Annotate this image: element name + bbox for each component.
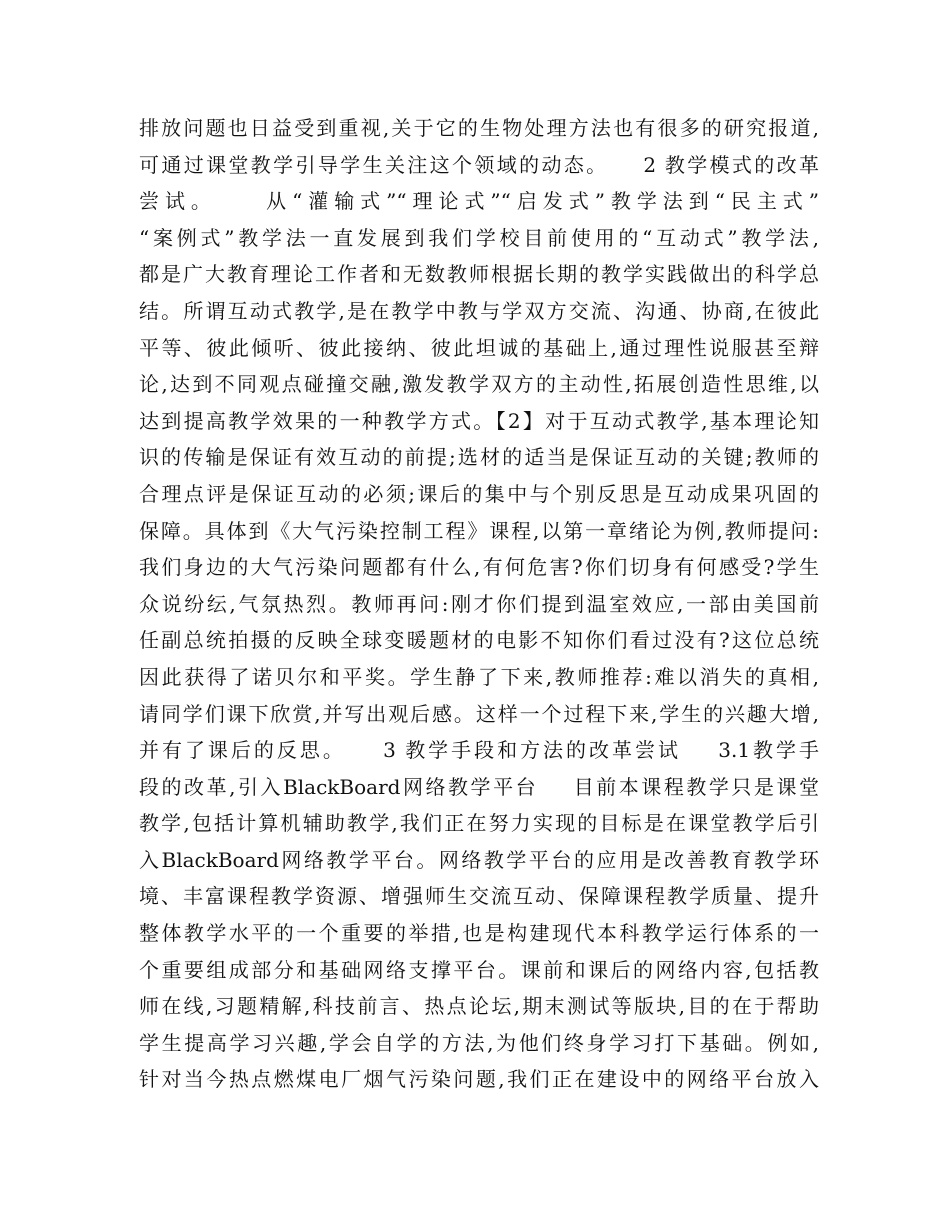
text-line-1: 排放问题也日益受到重视,关于它的生物处理方法也有很多的研究报道, [139, 116, 819, 140]
text-line-3: 尝试。 从“灌输式”“理论式”“启发式”教学法到“民主式” [139, 189, 819, 214]
text-line-6: 结。所谓互动式教学,是在教学中教与学双方交流、沟通、协商,在彼此 [139, 298, 819, 323]
text-line-22: 境、丰富课程教学资源、增强师生交流互动、保障课程教学质量、提升 [139, 884, 819, 909]
text-line-26: 学生提高学习兴趣,学会自学的方法,为他们终身学习打下基础。例如, [139, 1030, 819, 1055]
text-line-20: 教学,包括计算机辅助教学,我们正在努力实现的目标是在课堂教学后引 [139, 811, 819, 836]
text-line-14: 众说纷纭,气氛热烈。教师再问:刚才你们提到温室效应,一部由美国前 [139, 591, 819, 616]
text-line-18: 并有了课后的反思。 3 教学手段和方法的改革尝试 3.1教学手 [139, 738, 819, 763]
body-text [139, 110, 819, 1098]
text-line-4: “案例式”教学法一直发展到我们学校目前使用的“互动式”教学法, [139, 225, 819, 250]
text-line-15: 任副总统拍摄的反映全球变暖题材的电影不知你们看过没有?这位总统 [139, 628, 819, 653]
text-line-24: 个重要组成部分和基础网络支撑平台。课前和课后的网络内容,包括教 [139, 957, 819, 982]
text-line-13: 我们身边的大气污染问题都有什么,有何危害?你们切身有何感受?学生 [139, 555, 819, 580]
text-line-7: 平等、彼此倾听、彼此接纳、彼此坦诚的基础上,通过理性说服甚至辩 [139, 335, 819, 360]
text-line-12: 保障。具体到《大气污染控制工程》课程,以第一章绪论为例,教师提问: [139, 518, 819, 543]
text-line-8: 论,达到不同观点碰撞交融,激发教学双方的主动性,拓展创造性思维,以 [139, 372, 819, 397]
text-line-10: 识的传输是保证有效互动的前提;选材的适当是保证互动的关键;教师的 [139, 445, 819, 470]
text-line-9: 达到提高教学效果的一种教学方式。【2】对于互动式教学,基本理论知 [139, 408, 819, 433]
text-line-19: 段的改革,引入BlackBoard网络教学平台 目前本课程教学只是课堂 [139, 774, 819, 799]
text-line-2: 可通过课堂教学引导学生关注这个领域的动态。 2 教学模式的改革 [139, 152, 819, 177]
text-line-11: 合理点评是保证互动的必须;课后的集中与个别反思是互动成果巩固的 [139, 481, 819, 506]
text-line-16: 因此获得了诺贝尔和平奖。学生静了下来,教师推荐:难以消失的真相, [139, 664, 819, 689]
text-line-5: 都是广大教育理论工作者和无数教师根据长期的教学实践做出的科学总 [139, 262, 819, 287]
text-line-17: 请同学们课下欣赏,并写出观后感。这样一个过程下来,学生的兴趣大增, [139, 701, 819, 726]
text-line-27: 针对当今热点燃煤电厂烟气污染问题,我们正在建设中的网络平台放入 [139, 1067, 819, 1092]
text-line-21: 入BlackBoard网络教学平台。网络教学平台的应用是改善教育教学环 [139, 847, 819, 872]
text-line-25: 师在线,习题精解,科技前言、热点论坛,期末测试等版块,目的在于帮助 [139, 994, 819, 1019]
text-line-23: 整体教学水平的一个重要的举措,也是构建现代本科教学运行体系的一 [139, 921, 819, 946]
